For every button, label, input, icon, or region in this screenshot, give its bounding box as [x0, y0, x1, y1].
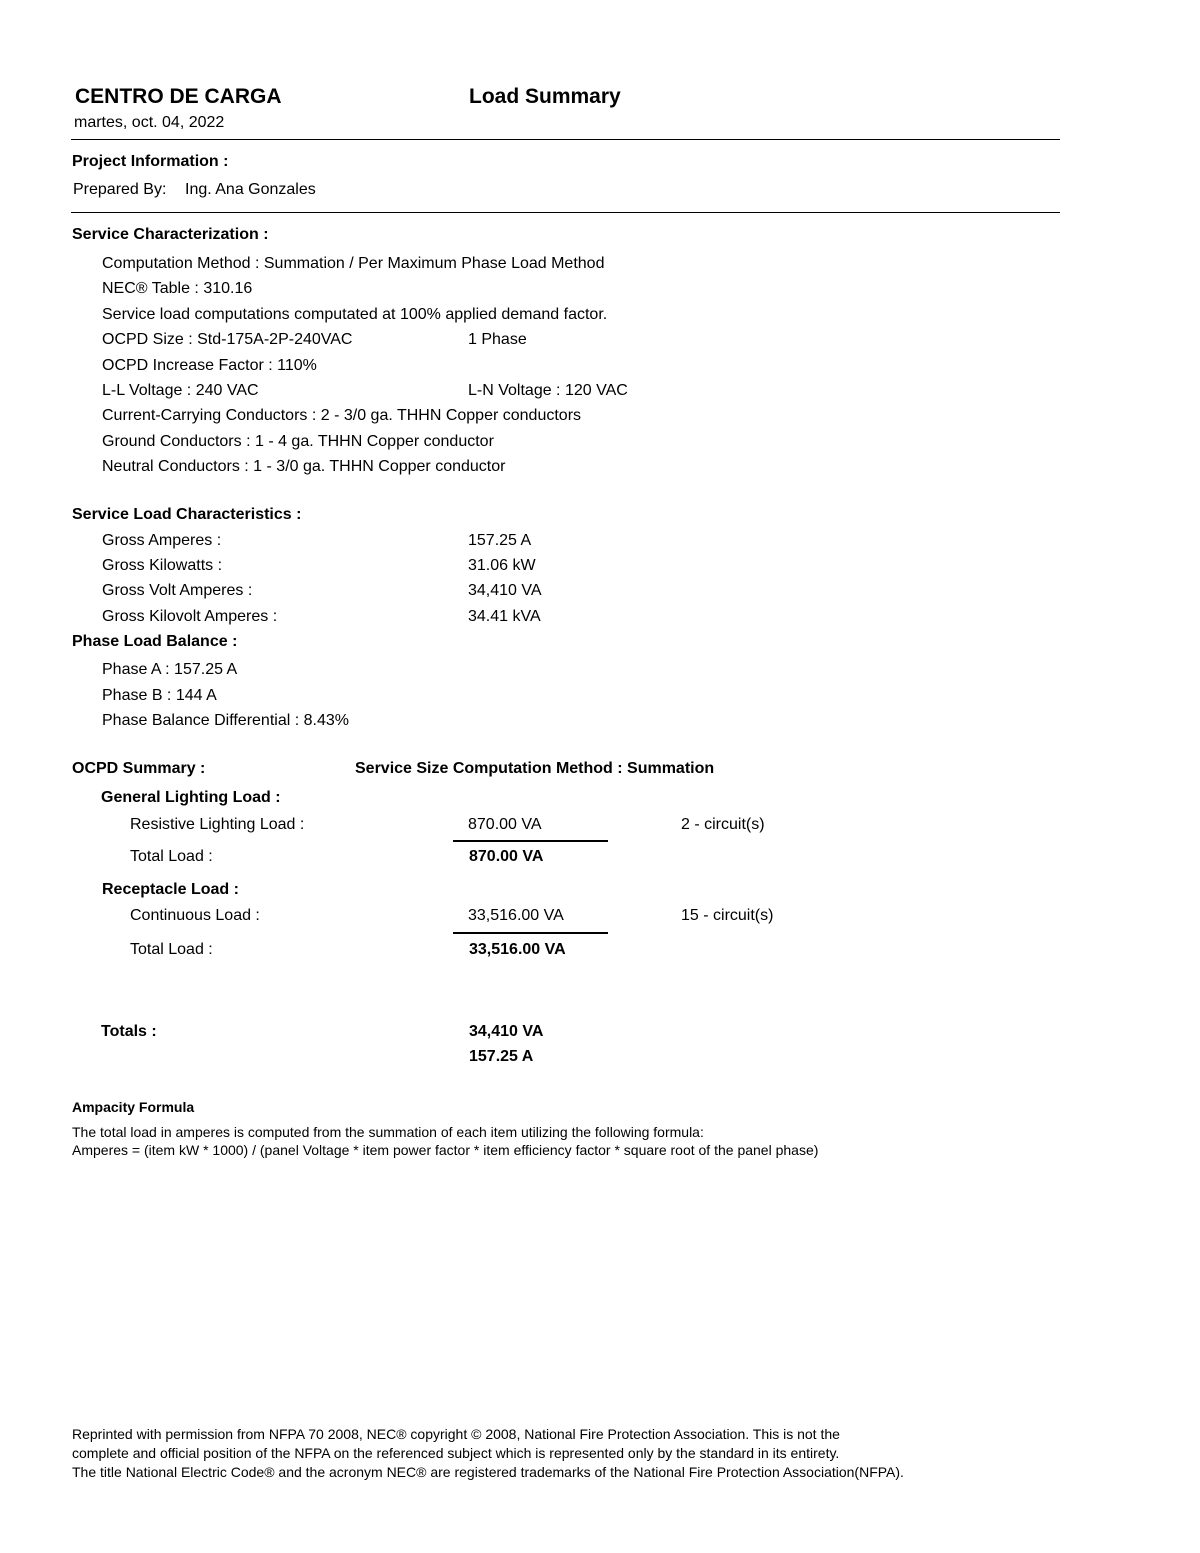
- report-date: martes, oct. 04, 2022: [74, 114, 225, 131]
- gross-kva-label: Gross Kilovolt Amperes :: [102, 608, 278, 625]
- lighting-total-value: 870.00 VA: [469, 848, 544, 865]
- ocpd-summary-heading: OCPD Summary :: [72, 760, 206, 777]
- service-size-method: Service Size Computation Method : Summation: [355, 760, 715, 777]
- gross-kilowatts-label: Gross Kilowatts :: [102, 557, 223, 574]
- neutral-conductors: Neutral Conductors : 1 - 3/0 ga. THHN Copper conductor: [102, 458, 506, 475]
- lighting-subtotal-rule: [453, 840, 608, 842]
- footer-line-1: Reprinted with permission from NFPA 70 2008, NEC® copyright © 2008, National Fire Protection Association. This is not the: [72, 1426, 840, 1442]
- project-title: CENTRO DE CARGA: [75, 85, 282, 108]
- totals-label: Totals :: [101, 1023, 157, 1040]
- lighting-load-heading: General Lighting Load :: [101, 789, 281, 806]
- computation-method: Computation Method : Summation / Per Maximum Phase Load Method: [102, 255, 605, 272]
- prepared-by-value: Ing. Ana Gonzales: [185, 181, 316, 198]
- phase-balance-heading: Phase Load Balance :: [72, 633, 238, 650]
- gross-va-label: Gross Volt Amperes :: [102, 582, 253, 599]
- lighting-item-circuits: 2 - circuit(s): [681, 816, 765, 833]
- totals-va: 34,410 VA: [469, 1023, 544, 1040]
- nec-table: NEC® Table : 310.16: [102, 280, 253, 297]
- demand-note: Service load computations computated at 100% applied demand factor.: [102, 306, 608, 323]
- ocpd-increase: OCPD Increase Factor : 110%: [102, 357, 317, 374]
- totals-amps: 157.25 A: [469, 1048, 534, 1065]
- gross-amperes-label: Gross Amperes :: [102, 532, 222, 549]
- service-char-heading: Service Characterization :: [72, 226, 269, 243]
- ocpd-size: OCPD Size : Std-175A-2P-240VAC: [102, 331, 353, 348]
- receptacle-total-value: 33,516.00 VA: [469, 941, 566, 958]
- ampacity-line-2: Amperes = (item kW * 1000) / (panel Voltage * item power factor * item efficiency factor * square root of the panel phase): [72, 1142, 819, 1158]
- report-title: Load Summary: [469, 85, 621, 108]
- current-conductors: Current-Carrying Conductors : 2 - 3/0 ga. THHN Copper conductors: [102, 407, 582, 424]
- ll-voltage: L-L Voltage : 240 VAC: [102, 382, 259, 399]
- lighting-total-label: Total Load :: [130, 848, 213, 865]
- receptacle-subtotal-rule: [453, 932, 608, 934]
- receptacle-item-label: Continuous Load :: [130, 907, 260, 924]
- receptacle-item-value: 33,516.00 VA: [468, 907, 564, 924]
- prepared-by-label: Prepared By:: [73, 181, 167, 198]
- ampacity-heading: Ampacity Formula: [72, 1099, 195, 1115]
- receptacle-total-label: Total Load :: [130, 941, 213, 958]
- ln-voltage: L-N Voltage : 120 VAC: [468, 382, 628, 399]
- footer-line-3: The title National Electric Code® and the acronym NEC® are registered trademarks of the National Fire Protection Association(NFPA).: [72, 1464, 904, 1480]
- ampacity-line-1: The total load in amperes is computed from the summation of each item utilizing the following formula:: [72, 1124, 704, 1140]
- phase-count: 1 Phase: [468, 331, 527, 348]
- phase-differential: Phase Balance Differential : 8.43%: [102, 712, 349, 729]
- receptacle-load-heading: Receptacle Load :: [102, 881, 239, 898]
- lighting-item-value: 870.00 VA: [468, 816, 542, 833]
- header-divider: [71, 139, 1060, 140]
- project-info-divider: [71, 212, 1060, 213]
- gross-va-value: 34,410 VA: [468, 582, 542, 599]
- gross-kva-value: 34.41 kVA: [468, 608, 541, 625]
- load-char-heading: Service Load Characteristics :: [72, 506, 302, 523]
- phase-a-load: Phase A : 157.25 A: [102, 661, 238, 678]
- gross-amperes-value: 157.25 A: [468, 532, 532, 549]
- lighting-item-label: Resistive Lighting Load :: [130, 816, 305, 833]
- gross-kilowatts-value: 31.06 kW: [468, 557, 536, 574]
- project-info-heading: Project Information :: [72, 153, 229, 170]
- ground-conductors: Ground Conductors : 1 - 4 ga. THHN Copper conductor: [102, 433, 494, 450]
- footer-line-2: complete and official position of the NFPA on the referenced subject which is represented only by the standard in its entirety.: [72, 1445, 840, 1461]
- receptacle-item-circuits: 15 - circuit(s): [681, 907, 774, 924]
- phase-b-load: Phase B : 144 A: [102, 687, 217, 704]
